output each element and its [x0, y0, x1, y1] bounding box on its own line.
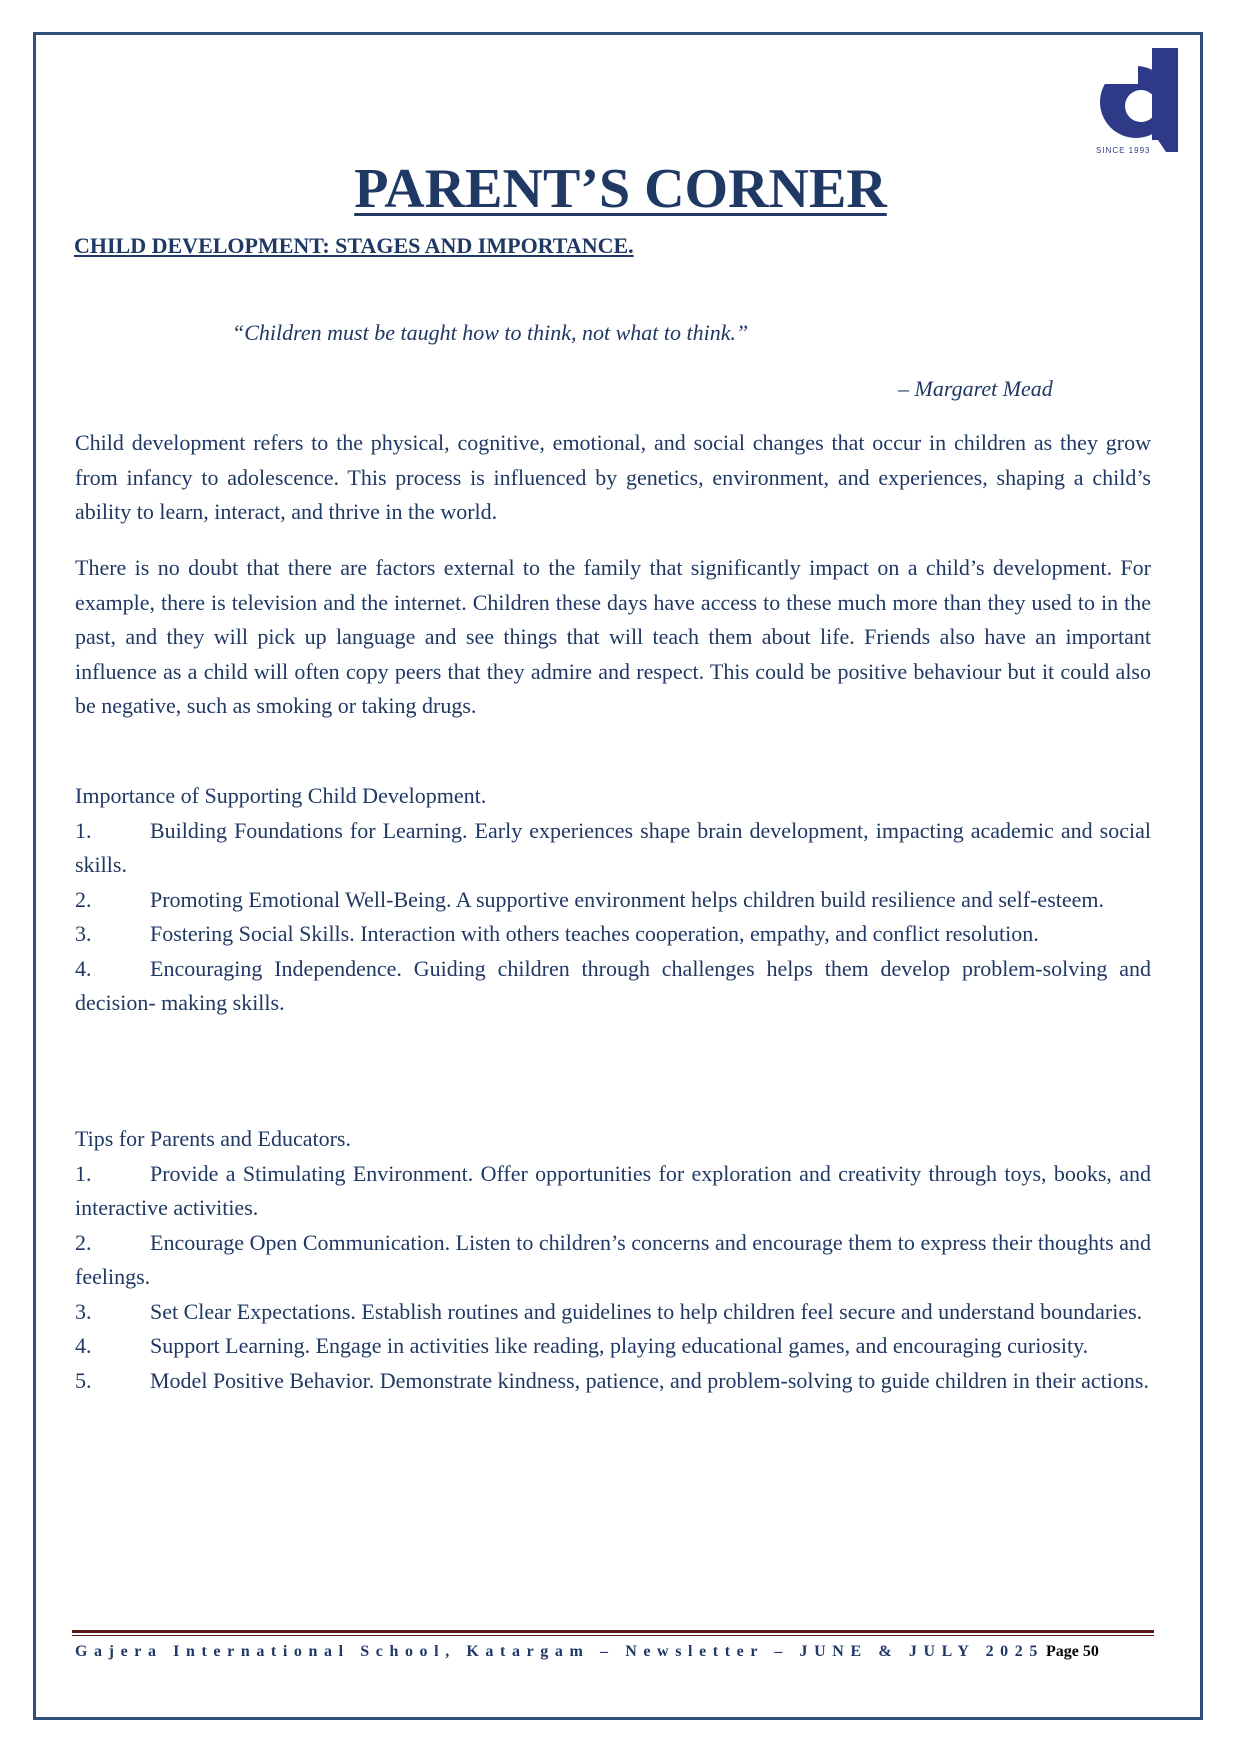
- list-item: [75, 1295, 1151, 1330]
- article-subtitle: CHILD DEVELOPMENT: STAGES AND IMPORTANCE.: [74, 233, 634, 258]
- page-footer: [75, 1643, 1099, 1661]
- list-item: [75, 883, 1151, 918]
- list-item: [75, 1329, 1151, 1364]
- page-title: PARENT’S CORNER: [354, 158, 887, 220]
- list-text: Provide a Stimulating Environment. Offer opportunities for exploration and creativity through toys, books, and interactive activities.: [75, 1160, 1151, 1220]
- list-text: Support Learning. Engage in activities like reading, playing educational games, and encouraging curiosity.: [150, 1333, 1089, 1358]
- page-number: Page 50: [1045, 1643, 1099, 1660]
- list-item: [75, 917, 1151, 952]
- school-logo: [1092, 44, 1188, 162]
- list-text: Building Foundations for Learning. Early experiences shape brain development, impacting academic and social skills.: [75, 817, 1151, 877]
- factors-paragraph: There is no doubt that there are factors external to the family that significantly impact on a child’s development. For example, there is television and the internet. Children these days have access to these much more than they used to in the past, and they will pick up language and see things that will teach them about life. Friends also have an important influence as a child will often copy peers that they admire and respect. This could be positive behaviour but it could also be negative, such as smoking or taking drugs.: [75, 555, 1151, 718]
- footer-divider-thin: [72, 1635, 1154, 1636]
- list-text: Encourage Open Communication. Listen to children’s concerns and encourage them to express their thoughts and feelings.: [75, 1229, 1151, 1289]
- list-number: 3.: [75, 921, 92, 946]
- list-item: [75, 1226, 1151, 1295]
- tips-heading: Tips for Parents and Educators.: [75, 1126, 351, 1151]
- list-text: Encouraging Independence. Guiding children through challenges helps them develop problem-solving and decision- making skills.: [75, 955, 1151, 1015]
- list-number: 2.: [75, 1229, 92, 1255]
- list-number: 5.: [75, 1367, 92, 1393]
- list-text: Promoting Emotional Well-Being. A supportive environment helps children build resilience and self-esteem.: [150, 886, 1105, 912]
- importance-list: [75, 814, 1151, 1021]
- quote-author: – Margaret Mead: [898, 376, 1053, 401]
- list-item: [75, 952, 1151, 1021]
- list-item: [75, 1364, 1151, 1399]
- footer-school-text: Gajera International School, Katargam – Newsletter – JUNE & JULY 2025: [75, 1643, 1044, 1660]
- intro-paragraph: Child development refers to the physical, cognitive, emotional, and social changes that occur in children as they grow from infancy to adolescence. This process is influenced by genetics, environment, and experiences, shaping a child’s ability to learn, interact, and thrive in the world.: [75, 430, 1151, 524]
- list-item: [75, 1157, 1151, 1226]
- list-number: 4.: [75, 955, 92, 981]
- logo-since-text: SINCE 1993: [1096, 146, 1151, 155]
- list-number: 4.: [75, 1333, 92, 1358]
- quote-text: “Children must be taught how to think, not what to think.”: [232, 320, 749, 345]
- tips-section: [75, 1122, 1151, 1398]
- list-item: [75, 814, 1151, 883]
- list-text: Model Positive Behavior. Demonstrate kindness, patience, and problem-solving to guide children in their actions.: [150, 1367, 1149, 1393]
- list-number: 1.: [75, 1160, 92, 1186]
- list-number: 3.: [75, 1298, 92, 1324]
- list-number: 2.: [75, 886, 92, 912]
- footer-divider: [72, 1630, 1154, 1633]
- list-text: Set Clear Expectations. Establish routines and guidelines to help children feel secure and understand boundaries.: [150, 1298, 1143, 1324]
- list-text: Fostering Social Skills. Interaction with others teaches cooperation, empathy, and conflict resolution.: [150, 921, 1039, 946]
- list-number: 1.: [75, 817, 92, 843]
- importance-heading: Importance of Supporting Child Development.: [75, 783, 487, 808]
- tips-list: [75, 1157, 1151, 1399]
- importance-section: [75, 779, 1151, 1021]
